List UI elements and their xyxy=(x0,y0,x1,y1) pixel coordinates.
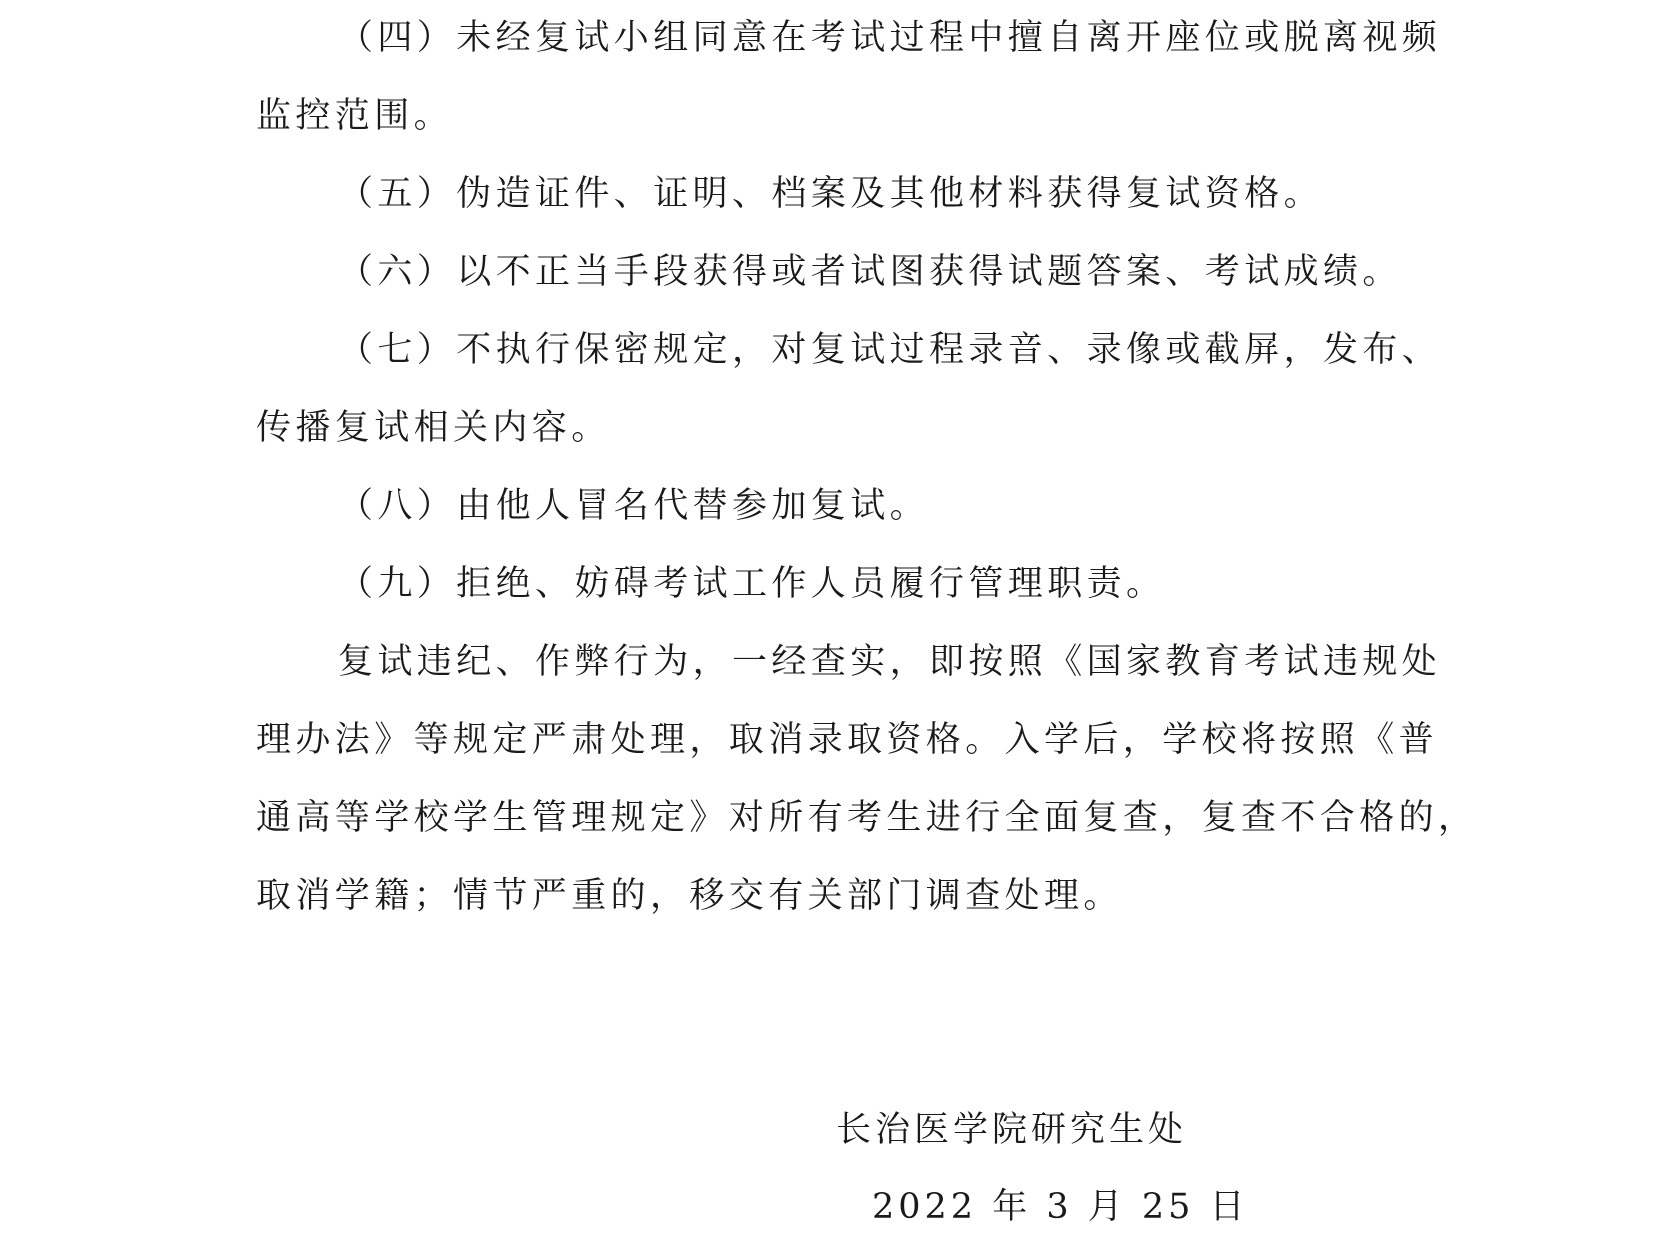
penalty-paragraph-line-3: 通高等学校学生管理规定》对所有考生进行全面复查，复查不合格的， xyxy=(256,798,1478,838)
clause-8: （八）由他人冒名代替参加复试。 xyxy=(338,486,930,526)
clause-6: （六）以不正当手段获得或者试图获得试题答案、考试成绩。 xyxy=(338,252,1402,292)
clause-9: （九）拒绝、妨碍考试工作人员履行管理职责。 xyxy=(338,564,1166,604)
penalty-paragraph-line-1: 复试违纪、作弊行为，一经查实，即按照《国家教育考试违规处 xyxy=(338,642,1442,682)
signature-date: 2022 年 3 月 25 日 xyxy=(872,1187,1249,1227)
clause-4-line-2: 监控范围。 xyxy=(256,96,454,136)
clause-7-line-2: 传播复试相关内容。 xyxy=(256,408,611,448)
penalty-paragraph-line-2: 理办法》等规定严肃处理，取消录取资格。入学后，学校将按照《普 xyxy=(256,720,1439,760)
signature-organization: 长治医学院研究生处 xyxy=(836,1110,1188,1150)
clause-5: （五）伪造证件、证明、档案及其他材料获得复试资格。 xyxy=(338,174,1324,214)
clause-4-line-1: （四）未经复试小组同意在考试过程中擅自离开座位或脱离视频 xyxy=(338,18,1442,58)
clause-7-line-1: （七）不执行保密规定，对复试过程录音、录像或截屏，发布、 xyxy=(338,330,1442,370)
penalty-paragraph-line-4: 取消学籍；情节严重的，移交有关部门调查处理。 xyxy=(256,876,1123,916)
